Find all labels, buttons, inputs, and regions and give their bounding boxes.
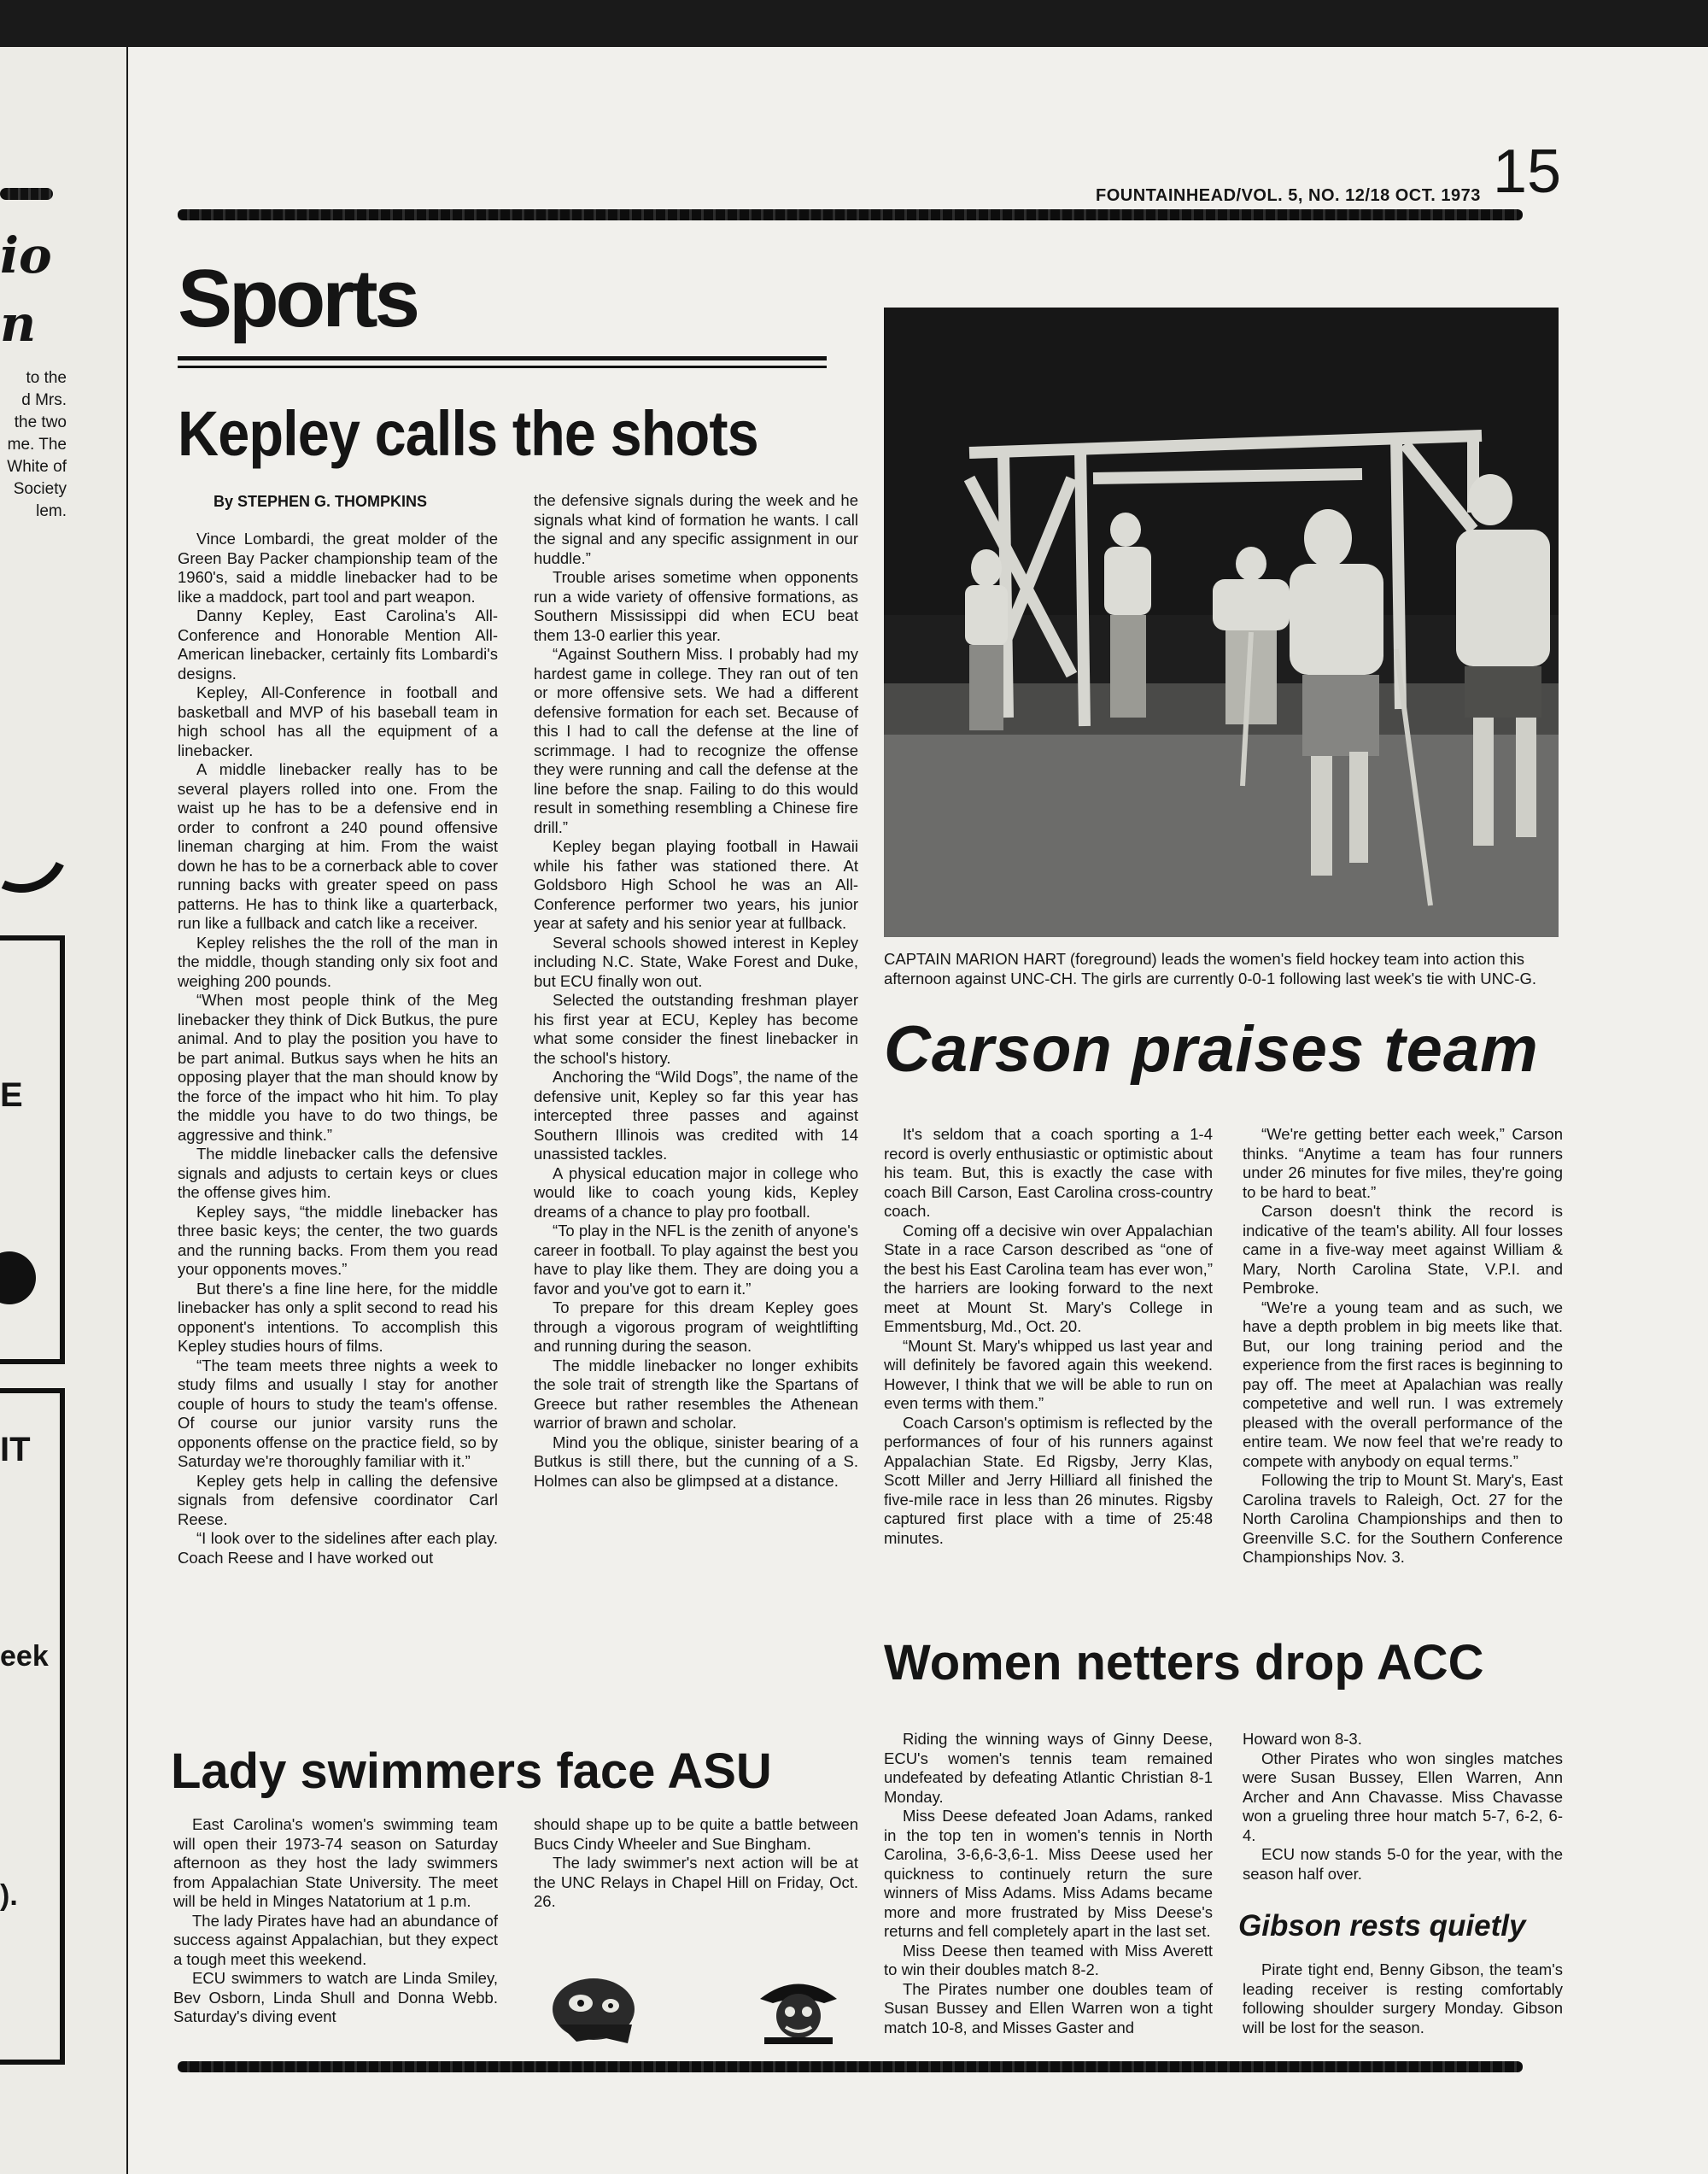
masthead: FOUNTAINHEAD/VOL. 5, NO. 12/18 OCT. 1973 bbox=[1096, 186, 1481, 205]
adjacent-headline-fragment-2: n bbox=[0, 295, 37, 353]
field-hockey-photo-image bbox=[884, 308, 1559, 937]
page-number: 15 bbox=[1493, 138, 1562, 206]
adjacent-ad-letter-3: eek bbox=[0, 1640, 49, 1673]
adjacent-ad-letter: E bbox=[0, 1076, 23, 1114]
adjacent-headline-fragment: io bbox=[0, 226, 52, 284]
gibson-body: Pirate tight end, Benny Gibson, the team's leading receiver is resting comfortably following shoulder surgery Monday. Gibson will be lost for the season. bbox=[1243, 1960, 1563, 2036]
bottom-rule bbox=[178, 2061, 1523, 2072]
field-hockey-photo bbox=[884, 308, 1559, 937]
adjacent-ad-box-2 bbox=[0, 1388, 65, 2065]
swimmers-column-1: East Carolina's women's swimming team will open their 1973-74 season on Saturday afternoon as they host the lady swimmers from Appalachian State University. The meet will be held in Minges Natatorium at 1 p.m. The lady Pirates have had an abundance of success against Appalachian, but they expect a tough meet this weekend. ECU swimmers to watch are Linda Smiley, Bev Osborn, Linda Shull and Donna Webb. Saturday's diving event bbox=[173, 1815, 498, 2025]
adjacent-page-rule bbox=[0, 188, 53, 200]
section-rule bbox=[178, 356, 827, 368]
gibson-headline: Gibson rests quietly bbox=[1238, 1909, 1526, 1943]
swimmers-headline: Lady swimmers face ASU bbox=[171, 1743, 772, 1799]
top-rule bbox=[178, 209, 1523, 220]
carson-column-1: It's seldom that a coach sporting a 1-4 record is overly enthusiastic or optimistic about his team. But, this is exactly the case with coach Bill Carson, East Carolina cross-country coach. Coming off a decisive win over Appalachian State in a race Carson described as “one of the best his East Carolina team has ever won,” the harriers are looking forward to the next meet at Mount St. Mary's College in Emmentsburg, Md., Oct. 20. “Mount St. Mary's whipped us last year and will definitely be favored again this weekend. However, I think that we will be able to run on even terms with them.” Coach Carson's optimism is reflected by the performances of four of his runners against Appalachian State. Ed Rigsby, Jerry Klas, Scott Miller and Jerry Hilliard all finished the five-mile race in less than 26 minutes. Rigsby captured first place with a time of 25:48 minutes. bbox=[884, 1125, 1213, 1547]
photo-caption: CAPTAIN MARION HART (foreground) leads the women's field hockey team into action this afternoon against UNC-CH. The girls are currently 0-0-1 following last week's tie with UNC-G. bbox=[884, 950, 1537, 987]
adjacent-ad-letter-4: ). bbox=[0, 1879, 18, 1912]
netters-headline: Women netters drop ACC bbox=[884, 1635, 1484, 1691]
adjacent-page-strip bbox=[0, 47, 126, 2174]
newspaper-page bbox=[128, 47, 1708, 2174]
section-title: Sports bbox=[178, 253, 418, 344]
swimmers-column-2: should shape up to be quite a battle between Bucs Cindy Wheeler and Sue Bingham. The lady swimmer's next action will be at the UNC Relays in Chapel Hill on Friday, Oct. 26. bbox=[534, 1815, 858, 1910]
adjacent-ad-graphic bbox=[0, 786, 81, 906]
carson-column-2: “We're getting better each week,” Carson thinks. “Anytime a team has four runners under 26 minutes for five miles, they're going to be hard to beat.” Carson doesn't think the record is indicative of the team's ability. All four losses came in a five-way meet against William & Mary, North Carolina State, V.P.I. and Pembroke. “We're a young team and as such, we have a depth problem in big meets like that. But, our long training period and the experience from the first races is beginning to pay off. The meet at Apalachian was really competetive and well run. I was extremely pleased with the overall performance of the entire team. We now feel that we're ready to compete with anybody on equal terms.” Following the trip to Mount St. Mary's, East Carolina travels to Raleigh, Oct. 27 for the North Carolina Championships and then to Greenville S.C. for the Southern Conference Championships Nov. 3. bbox=[1243, 1125, 1563, 1566]
netters-column-2: Howard won 8-3. Other Pirates who won singles matches were Susan Bussey, Ellen Warren, Ann Archer and Ann Chavasse. Miss Chavasse won a grueling three hour match 5-7, 6-2, 6-4. ECU now stands 5-0 for the year, with the season half over. bbox=[1243, 1730, 1563, 1883]
kepley-column-1: Vince Lombardi, the great molder of the Green Bay Packer championship team of the 1960's, said a middle linebacker had to be like a maddock, part tool and part weapon. Danny Kepley, East Carolina's All-Conference and Honorable Mention All-American linebacker, certainly fits Lombardi's designs. Kepley, All-Conference in football and basketball and MVP of his baseball team in high school has all the equipment of a linebacker. A middle linebacker really has to be several players rolled into one. From the waist up he has to be a defensive end in order to confront a 240 pound offensive lineman charging at him. From the waist down he has to be a cornerback able to cover running backs with greater speed on pass patterns. He has to think like a quarterback, run like a fullback and catch like a receiver. Kepley relishes the the roll of the man in the middle, though standing only six foot and weighing 200 pounds. “When most people think of the Meg linebacker they think of Dick Butkus, the pure animal. And to play the position you have to be part animal. Butkus says when he hits an opposing player that the man should know by the force of the impact who hit him. To play the middle you have to do two things, be aggressive and think.” The middle linebacker calls the defensive signals and adjusts to certain keys or clues the offense gives him. Kepley says, “the middle linebacker has three basic keys; the center, the two guards and the running backs. From them you read your opponents moves.” But there's a fine line here, for the middle linebacker has only a split second to read his opponent's intentions. To accomplish this Kepley studies hours of films. “The team meets three nights a week to study films and usually I stay for another couple of hours to study the team's offense. Of course our junior varsity runs the opponents offense on the practice field, so by Saturday we're thoroughly familiar with it.” Kepley gets help in calling the defensive signals from defensive coordinator Carl Reese. “I look over to the sidelines after each play. Coach Reese and I have worked out bbox=[178, 530, 498, 1567]
netters-column-1: Riding the winning ways of Ginny Deese, ECU's women's tennis team remained undefeated by defeating Atlantic Christian 8-1 Monday. Miss Deese defeated Joan Adams, ranked in the top ten in women's tennis in North Carolina, 3-6,6-3,6-1. Miss Deese used her quickness to continuely return the sure winners of Miss Adams. Miss Adams became more and more frustrated by Miss Deese's returns and fell completely apart in the last set. Miss Deese then teamed with Miss Averett to win their doubles match 8-2. The Pirates number one doubles team of Susan Bussey and Ellen Warren won a tight match 10-8, and Misses Gaster and bbox=[884, 1730, 1213, 2036]
adjacent-ad-letter-2: IT bbox=[0, 1431, 31, 1468]
adjacent-text-lines: to the d Mrs. the two me. The White of Society lem. bbox=[7, 369, 67, 520]
bulldog-mascot-icon bbox=[542, 1965, 645, 2054]
kepley-byline: By STEPHEN G. THOMPKINS bbox=[214, 493, 428, 510]
kepley-column-2: the defensive signals during the week and he signals what kind of formation he wants. I call the signal and any specific assignment in our huddle.” Trouble arises sometime when opponents run a wide variety of offensive formations, as Southern Mississippi did when ECU beat them 13-0 earlier this year. “Against Southern Miss. I probably had my hardest game in college. They ran out of ten or more offensive sets. We had a different defensive formation for each set. Because of this I had to call the defense at the line of scrimmage. I had to recognize the offense they were running and call the defense at the line before the snap. Failing to do this would result in something resembling a Chinese fire drill.” Kepley began playing football in Hawaii while his father was stationed there. At Goldsboro High School he was an All-Conference performer two years, his junior year at safety and his senior year at fullback. Several schools showed interest in Kepley including N.C. State, Wake Forest and Duke, but ECU finally won out. Selected the outstanding freshman player his first year at ECU, Kepley has become what some consider the finest linebacker in the school's history. Anchoring the “Wild Dogs”, the name of the defensive unit, Kepley so far this year has intercepted three passes and against Southern Illinois was credited with 14 unassisted tackles. A physical education major in college who would like to coach young kids, Kepley dreams of a chance to play pro football. “To play in the NFL is the zenith of anyone's career in football. To play against the best you have to play like them. They are doing you a favor and you've got to earn it.” To prepare for this dream Kepley goes through a vigorous program of weightlifting and running during the season. The middle linebacker no longer exhibits the sole trait of strength like the Spartans of Greece but rather resembles the Athenean warrior of brawn and scholar. Mind you the oblique, sinister bearing of a Butkus is still there, but the cunning of a S. Holmes can also be glimpsed at a distance. bbox=[534, 491, 858, 1490]
kepley-headline: Kepley calls the shots bbox=[178, 398, 758, 469]
pirate-mascot-icon bbox=[756, 1969, 841, 2050]
carson-headline: Carson praises team bbox=[884, 1013, 1539, 1086]
